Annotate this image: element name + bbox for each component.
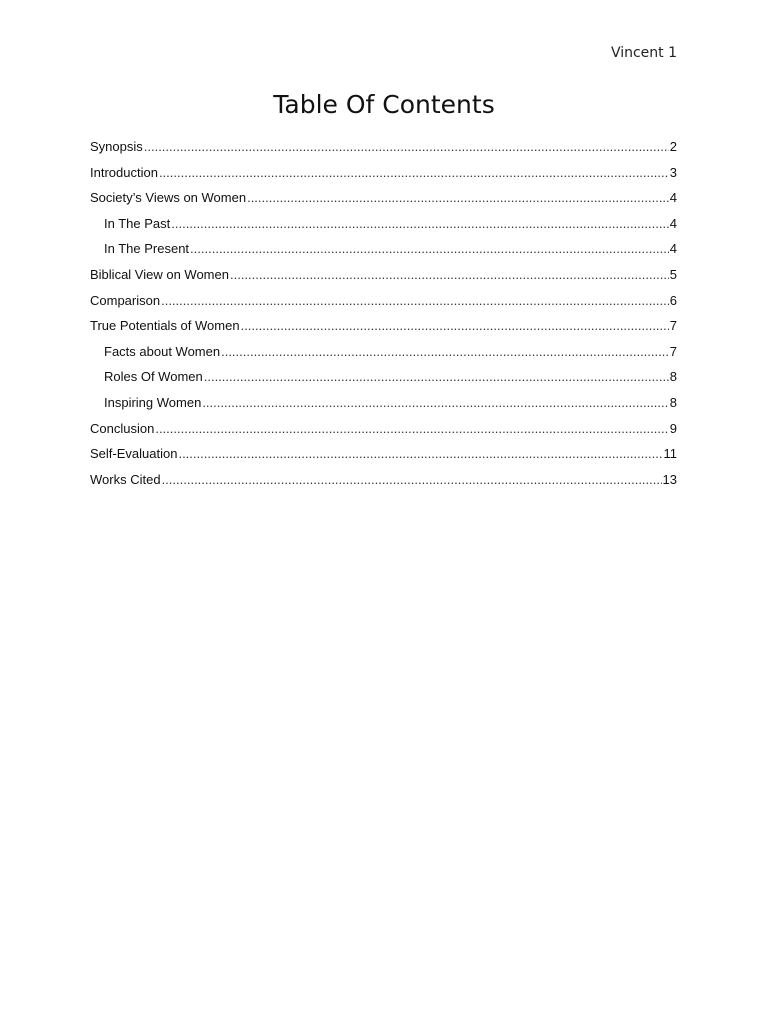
toc-dot-leader	[155, 421, 668, 436]
toc-entry-page: 7	[669, 343, 677, 359]
toc-entry[interactable]	[90, 139, 677, 165]
toc-entry-page: 2	[669, 139, 677, 154]
toc-entry-label: Inspiring Women	[104, 394, 202, 410]
toc-subentry[interactable]	[90, 369, 677, 395]
toc-entry-label: Roles Of Women	[104, 369, 203, 385]
toc-dot-leader	[144, 139, 669, 154]
toc-entry-label: Comparison	[90, 292, 161, 308]
toc-entry-page: 4	[669, 241, 677, 257]
toc-entry-label: Self-Evaluation	[90, 446, 178, 462]
toc-entry-page: 8	[669, 369, 677, 385]
toc-entry[interactable]	[90, 421, 677, 447]
toc-dot-leader	[202, 395, 668, 410]
toc-entry-page: 4	[669, 190, 677, 206]
toc-entry-page: 11	[663, 446, 677, 462]
toc-subentry[interactable]	[90, 241, 677, 267]
toc-entry-label: Introduction	[90, 164, 158, 180]
toc-entry[interactable]	[90, 267, 677, 293]
toc-dot-leader	[159, 165, 669, 180]
toc-dot-leader	[247, 190, 669, 205]
toc-entry[interactable]	[90, 293, 677, 319]
toc-entry-page: 7	[669, 318, 677, 334]
toc-dot-leader	[178, 446, 662, 461]
toc-dot-leader	[241, 318, 669, 333]
toc-entry-page: 3	[669, 164, 677, 180]
toc-entry-label: True Potentials of Women	[90, 318, 240, 334]
toc-subentry[interactable]	[90, 395, 677, 421]
toc-entry-label: Works Cited	[90, 471, 161, 487]
toc-entry-page: 13	[662, 471, 677, 487]
toc-entry-page: 4	[669, 215, 677, 231]
toc-dot-leader	[230, 267, 669, 282]
table-of-contents	[90, 139, 677, 497]
toc-entry[interactable]	[90, 190, 677, 216]
toc-entry-label: Facts about Women	[104, 343, 221, 359]
toc-entry-label: Society’s Views on Women	[90, 190, 247, 206]
toc-subentry[interactable]	[90, 344, 677, 370]
running-head: Vincent 1	[610, 45, 677, 61]
toc-entry[interactable]	[90, 446, 677, 472]
toc-entry[interactable]	[90, 165, 677, 191]
toc-dot-leader	[221, 344, 669, 359]
toc-entry-label: In The Present	[104, 241, 190, 257]
toc-entry-label: In The Past	[104, 215, 171, 231]
toc-entry[interactable]	[90, 472, 677, 498]
toc-entry-label: Synopsis	[90, 139, 143, 154]
toc-dot-leader	[162, 472, 662, 487]
toc-dot-leader	[190, 241, 669, 256]
toc-entry-label: Conclusion	[90, 420, 155, 436]
toc-entry-page: 8	[669, 394, 677, 410]
toc-entry-page: 6	[669, 292, 677, 308]
page-title: Table Of Contents	[273, 90, 495, 119]
toc-entry-page: 5	[669, 266, 677, 282]
toc-dot-leader	[161, 293, 669, 308]
toc-entry-page: 9	[669, 420, 677, 436]
toc-dot-leader	[171, 216, 669, 231]
toc-entry[interactable]	[90, 318, 677, 344]
toc-subentry[interactable]	[90, 216, 677, 242]
toc-dot-leader	[204, 369, 669, 384]
toc-entry-label: Biblical View on Women	[90, 266, 229, 282]
